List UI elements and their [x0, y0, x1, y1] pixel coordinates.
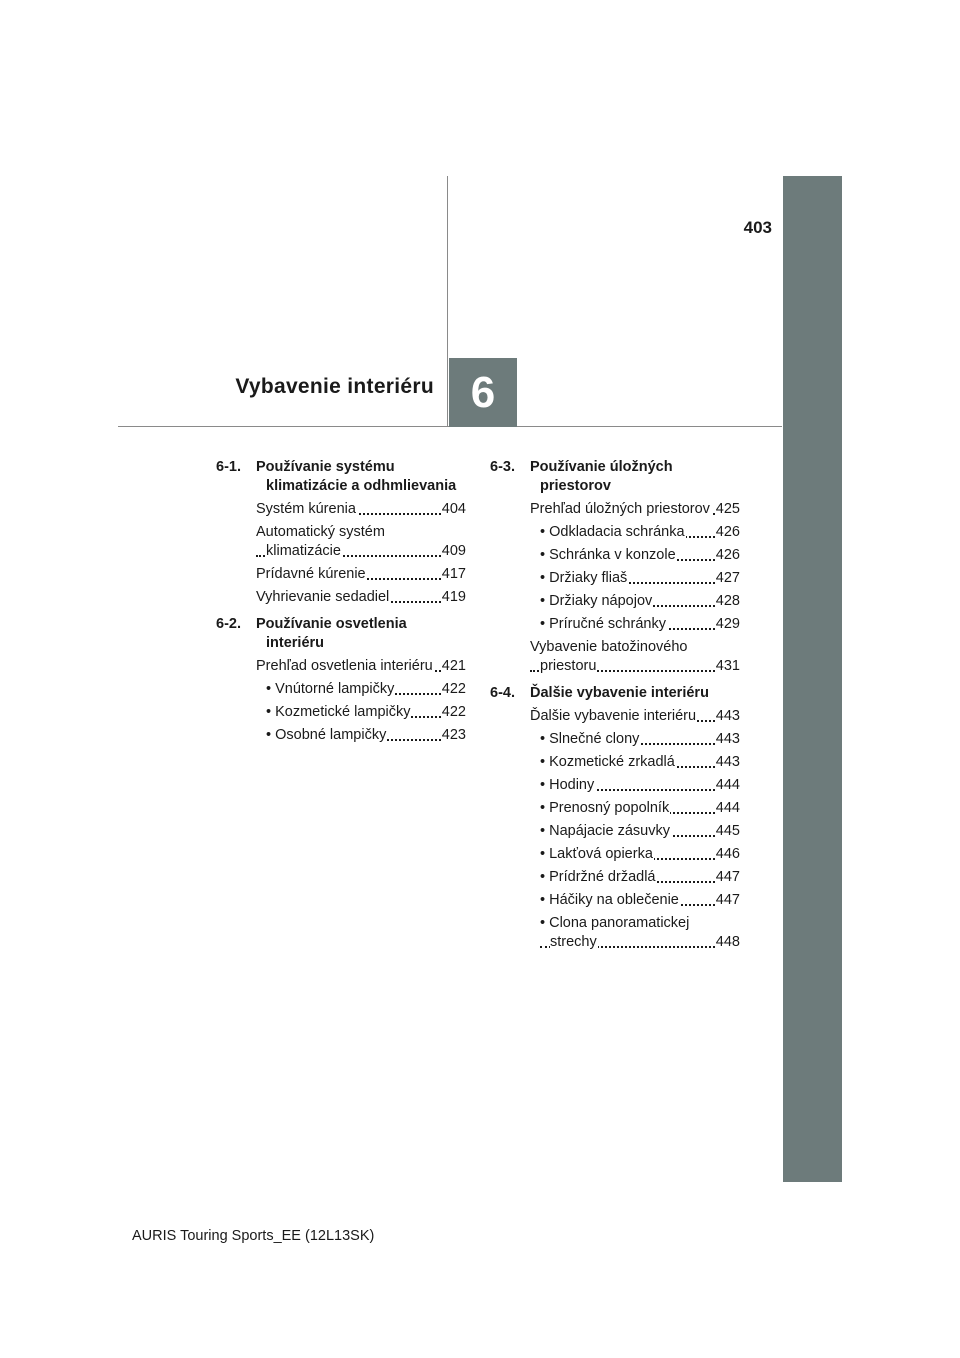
toc-entry-page: 428 — [715, 593, 740, 609]
chapter-side-tab — [783, 176, 842, 1182]
toc-entry[interactable] — [490, 615, 740, 634]
toc-entry[interactable] — [490, 500, 740, 519]
toc-entry-label: • Kozmetické zrkadlá — [540, 754, 675, 770]
toc-entry-page: 426 — [715, 547, 740, 563]
toc-entry-label: • Prenosný popolník — [540, 800, 670, 816]
toc-entry-page: 409 — [441, 543, 466, 559]
toc-entry-label: • Držiaky fliaš — [540, 570, 628, 586]
toc-entry-page: 445 — [715, 823, 740, 839]
toc-entry-label: • Hodiny — [540, 777, 595, 793]
toc-entry-page: 448 — [715, 934, 740, 950]
toc-entry[interactable] — [490, 707, 740, 726]
section-number: 6-3. — [490, 459, 515, 475]
toc-entry-page: 425 — [715, 501, 740, 517]
toc-entry-page: 404 — [441, 501, 466, 517]
section-number: 6-1. — [216, 459, 241, 475]
toc-entry[interactable] — [490, 546, 740, 565]
section-title: Používanie osvetlenia interiéru — [256, 616, 407, 651]
toc-entry[interactable] — [216, 680, 466, 699]
toc-entry-page: 423 — [441, 727, 466, 743]
toc-section-heading[interactable] — [490, 684, 740, 703]
toc-entry-page: 417 — [441, 566, 466, 582]
toc-entry-page: 446 — [715, 846, 740, 862]
toc-entry-page: 447 — [715, 869, 740, 885]
toc-section-heading[interactable] — [216, 458, 466, 496]
toc-entry-label: Systém kúrenia — [256, 501, 356, 517]
toc-entry[interactable] — [490, 822, 740, 841]
toc-entry[interactable] — [490, 776, 740, 795]
toc-entry-page: 421 — [441, 658, 466, 674]
toc-entry[interactable] — [490, 914, 740, 952]
toc-entry-label: • Schránka v konzole — [540, 547, 676, 563]
toc-entry[interactable] — [216, 500, 466, 519]
toc-entry-label: • Prídržné držadlá — [540, 869, 656, 885]
toc-entry-label: • Lakťová opierka — [540, 846, 653, 862]
toc-entry-page: 443 — [715, 754, 740, 770]
toc-entry-page: 431 — [715, 658, 740, 674]
footer-model-code: AURIS Touring Sports_EE (12L13SK) — [132, 1228, 375, 1244]
chapter-title: Vybavenie interiéru — [235, 375, 434, 398]
toc-entry-label: • Háčiky na oblečenie — [540, 892, 679, 908]
toc-entry[interactable] — [490, 592, 740, 611]
toc-entry[interactable] — [490, 845, 740, 864]
toc-entry-label: • Príručné schránky — [540, 616, 666, 632]
section-number: 6-2. — [216, 616, 241, 632]
toc-entry-page: 444 — [715, 800, 740, 816]
toc-entry[interactable] — [216, 565, 466, 584]
toc-entry-label: Prídavné kúrenie — [256, 566, 366, 582]
toc-entry[interactable] — [490, 569, 740, 588]
toc-entry[interactable] — [216, 588, 466, 607]
toc-entry-page: 419 — [441, 589, 466, 605]
toc-entry[interactable] — [216, 703, 466, 722]
toc-entry[interactable] — [216, 523, 466, 561]
toc-entry-label: • Osobné lampičky — [266, 727, 387, 743]
toc-entry-label: • Odkladacia schránka — [540, 524, 685, 540]
toc-entry-page: 443 — [715, 708, 740, 724]
toc-entry[interactable] — [490, 730, 740, 749]
toc-entry-page: 444 — [715, 777, 740, 793]
toc-entry-label: • Vnútorné lampičky — [266, 681, 395, 697]
toc-entry[interactable] — [490, 523, 740, 542]
toc-entry-page: 422 — [441, 681, 466, 697]
toc-section-heading[interactable] — [490, 458, 740, 496]
toc-section-heading[interactable] — [216, 615, 466, 653]
toc-entry-label: Prehľad osvetlenia interiéru — [256, 658, 433, 674]
toc-entry-label: • Clona panoramatickej strechy — [540, 915, 690, 950]
toc-entry[interactable] — [490, 799, 740, 818]
toc-entry-label: • Slnečné clony — [540, 731, 640, 747]
toc-entry-label: • Kozmetické lampičky — [266, 704, 411, 720]
toc-entry[interactable] — [490, 753, 740, 772]
toc-entry-label: Prehľad úložných priestorov — [530, 501, 710, 517]
toc-entry-page: 426 — [715, 524, 740, 540]
toc-entry-page: 447 — [715, 892, 740, 908]
section-number: 6-4. — [490, 685, 515, 701]
toc-entry[interactable] — [490, 868, 740, 887]
section-title: Ďalšie vybavenie interiéru — [530, 685, 709, 701]
section-title: Používanie úložných priestorov — [530, 459, 673, 494]
toc-entry-page: 429 — [715, 616, 740, 632]
toc-entry-page: 427 — [715, 570, 740, 586]
toc-entry-page: 422 — [441, 704, 466, 720]
toc-entry-label: Vyhrievanie sedadiel — [256, 589, 390, 605]
toc-entry-label: • Napájacie zásuvky — [540, 823, 670, 839]
toc-entry[interactable] — [216, 726, 466, 745]
page-number: 403 — [743, 218, 772, 237]
toc-left-column — [216, 458, 466, 753]
toc-entry-label: • Držiaky nápojov — [540, 593, 653, 609]
chapter-number-box: 6 — [449, 358, 517, 427]
section-title: Používanie systému klimatizácie a odhmlievania — [256, 459, 457, 494]
toc-right-column — [490, 458, 740, 960]
header-vertical-rule — [447, 176, 448, 426]
toc-entry-label: Ďalšie vybavenie interiéru — [530, 708, 697, 724]
toc-entry-page: 443 — [715, 731, 740, 747]
toc-entry[interactable] — [490, 638, 740, 676]
toc-entry-label: Automatický systém klimatizácie — [256, 524, 385, 559]
toc-entry[interactable] — [490, 891, 740, 910]
toc-entry-label: Vybavenie batožinového priestoru — [530, 639, 688, 674]
toc-entry[interactable] — [216, 657, 466, 676]
